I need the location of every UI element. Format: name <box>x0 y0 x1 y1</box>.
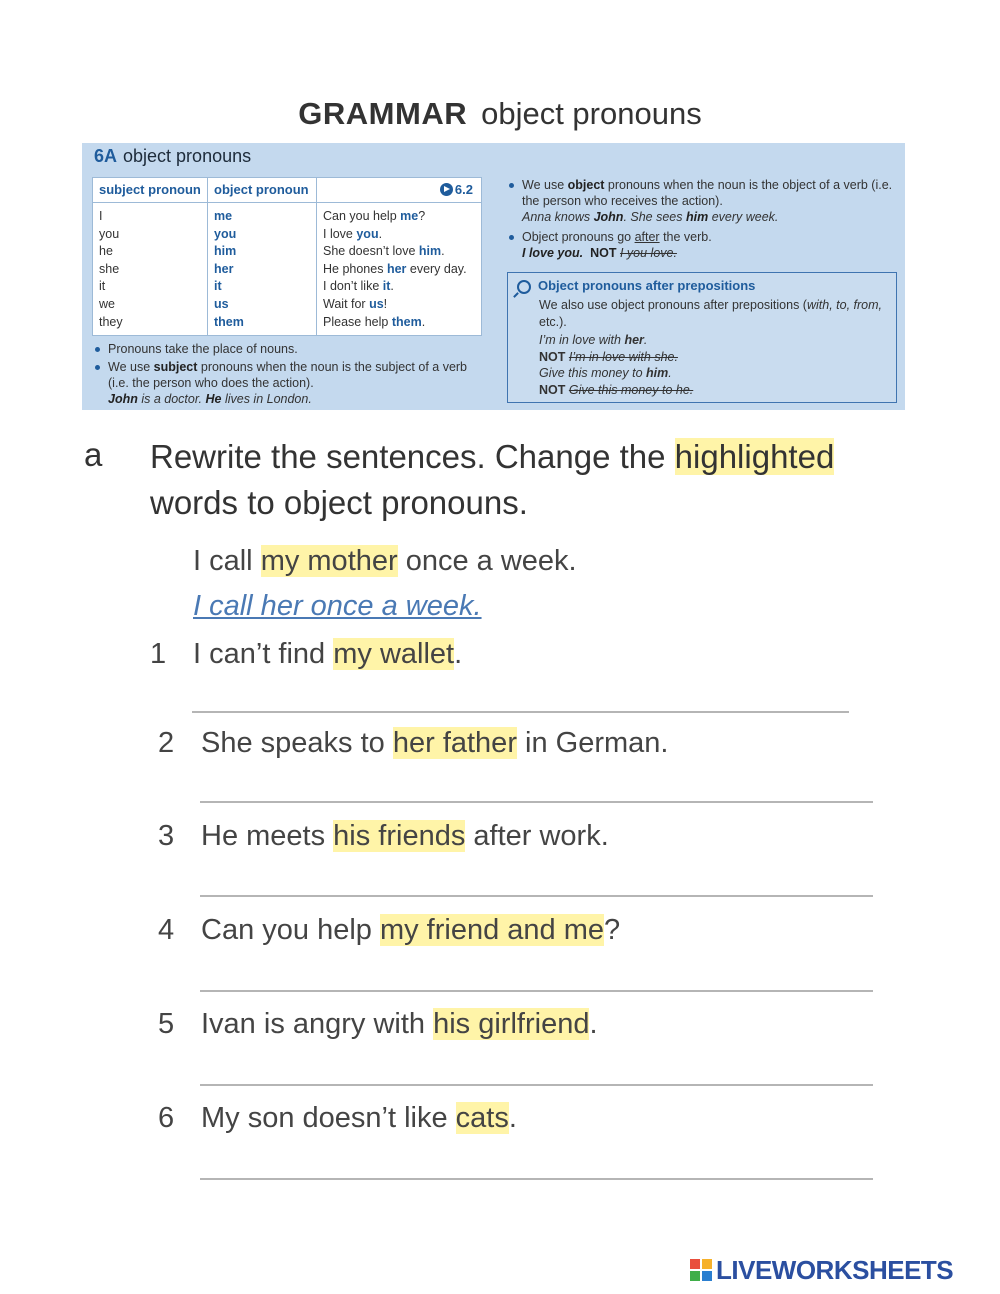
answer-input-3[interactable] <box>200 860 874 896</box>
left-notes <box>94 341 489 409</box>
subject-cell: she <box>99 261 120 276</box>
audio-play-icon[interactable] <box>440 183 453 196</box>
bullet-icon <box>509 235 514 240</box>
subject-cell: we <box>99 296 115 311</box>
subject-cell: he <box>99 244 113 259</box>
question-text: She speaks to her father in German. <box>201 727 669 759</box>
answer-input-5[interactable] <box>200 1049 874 1085</box>
example-cell: Wait for us! <box>323 296 388 311</box>
note-item: Object pronouns go after the verb. I love you. NOT I you love. <box>508 229 893 261</box>
page-title <box>0 96 1000 132</box>
liveworksheets-logo <box>690 1255 990 1285</box>
right-notes <box>508 177 893 263</box>
panel-code: 6A <box>94 146 118 166</box>
logo-text: LIVEWORKSHEETS <box>716 1255 954 1285</box>
object-cell: them <box>214 314 244 329</box>
answer-line <box>200 1178 873 1180</box>
header-object: object pronoun <box>208 178 316 203</box>
object-cell: us <box>214 296 229 311</box>
question-number: 4 <box>158 914 175 946</box>
subject-cell: they <box>99 314 123 329</box>
bullet-icon <box>509 183 514 188</box>
note-item: Pronouns take the place of nouns. <box>94 341 489 357</box>
question-text: Ivan is angry with his girlfriend. <box>201 1008 598 1040</box>
grammar-panel <box>82 143 905 410</box>
answer-input-1[interactable] <box>192 676 851 712</box>
object-cell: you <box>214 226 237 241</box>
question-text: My son doesn’t like cats. <box>201 1102 517 1134</box>
question-number: 1 <box>150 638 167 670</box>
question-number: 5 <box>158 1008 175 1040</box>
note-item: We use subject pronouns when the noun is the subject of a verb (i.e. the person who does the action). John is a doctor. He lives in London. <box>94 359 489 407</box>
panel-title <box>94 146 251 167</box>
example-cell: I don’t like it. <box>323 279 394 294</box>
object-cell: it <box>214 279 222 294</box>
answer-line <box>192 711 849 713</box>
note-item: We use object pronouns when the noun is the object of a verb (i.e. the person who receives the action). Anna knows John. She sees him every week. <box>508 177 893 225</box>
object-cell: me <box>214 209 233 223</box>
example-cell: He phones her every day. <box>323 261 467 276</box>
example-question: I call my mother once a week. <box>193 545 577 577</box>
answer-line <box>200 990 873 992</box>
panel-title-text: object pronouns <box>123 146 252 166</box>
example-cell: Can you help me? <box>323 209 426 223</box>
example-answer: I call her once a week. <box>193 590 482 622</box>
question-text: I can’t find my wallet. <box>193 638 463 670</box>
prep-box-title: Object pronouns after prepositions <box>538 278 756 293</box>
bullet-icon <box>95 347 100 352</box>
question-number: 2 <box>158 727 175 759</box>
subject-cell: you <box>99 226 120 241</box>
object-cell: him <box>214 244 237 259</box>
example-cell: Please help them. <box>323 314 426 329</box>
answer-input-4[interactable] <box>200 955 874 991</box>
question-text: Can you help my friend and me? <box>201 914 621 946</box>
subject-cell: I <box>99 209 103 223</box>
pronoun-table <box>92 177 482 336</box>
answer-line <box>200 895 873 897</box>
title-strong: GRAMMAR <box>298 96 468 131</box>
question-text: He meets his friends after work. <box>201 820 609 852</box>
example-column <box>317 178 481 335</box>
header-audio[interactable] <box>317 178 481 203</box>
prep-box-body: We also use object pronouns after prepositions (with, to, from, etc.). I’m in love with her. NOT I’m in love with she. Give this money to him. NOT Give this money to he. <box>539 298 883 397</box>
exercise-instructions: Rewrite the sentences. Change the highlighted words to object pronouns. <box>150 438 835 521</box>
logo-mark-icon <box>690 1259 712 1281</box>
header-subject: subject pronoun <box>93 178 207 203</box>
answer-line <box>200 1084 873 1086</box>
exercise-letter: a <box>84 436 103 473</box>
answer-input-6[interactable] <box>200 1143 874 1179</box>
example-cell: She doesn’t love him. <box>323 244 445 259</box>
magnifier-icon <box>517 280 531 294</box>
prepositions-box <box>507 272 897 403</box>
audio-track: 6.2 <box>454 182 473 197</box>
answer-input-2[interactable] <box>200 766 874 802</box>
subject-cell: it <box>99 279 106 294</box>
bullet-icon <box>95 365 100 370</box>
object-column <box>208 178 317 335</box>
subject-column <box>93 178 208 335</box>
answer-line <box>200 801 873 803</box>
object-cell: her <box>214 261 234 276</box>
title-rest: object pronouns <box>481 96 702 131</box>
example-cell: I love you. <box>323 226 383 241</box>
question-number: 6 <box>158 1102 175 1134</box>
question-number: 3 <box>158 820 175 852</box>
